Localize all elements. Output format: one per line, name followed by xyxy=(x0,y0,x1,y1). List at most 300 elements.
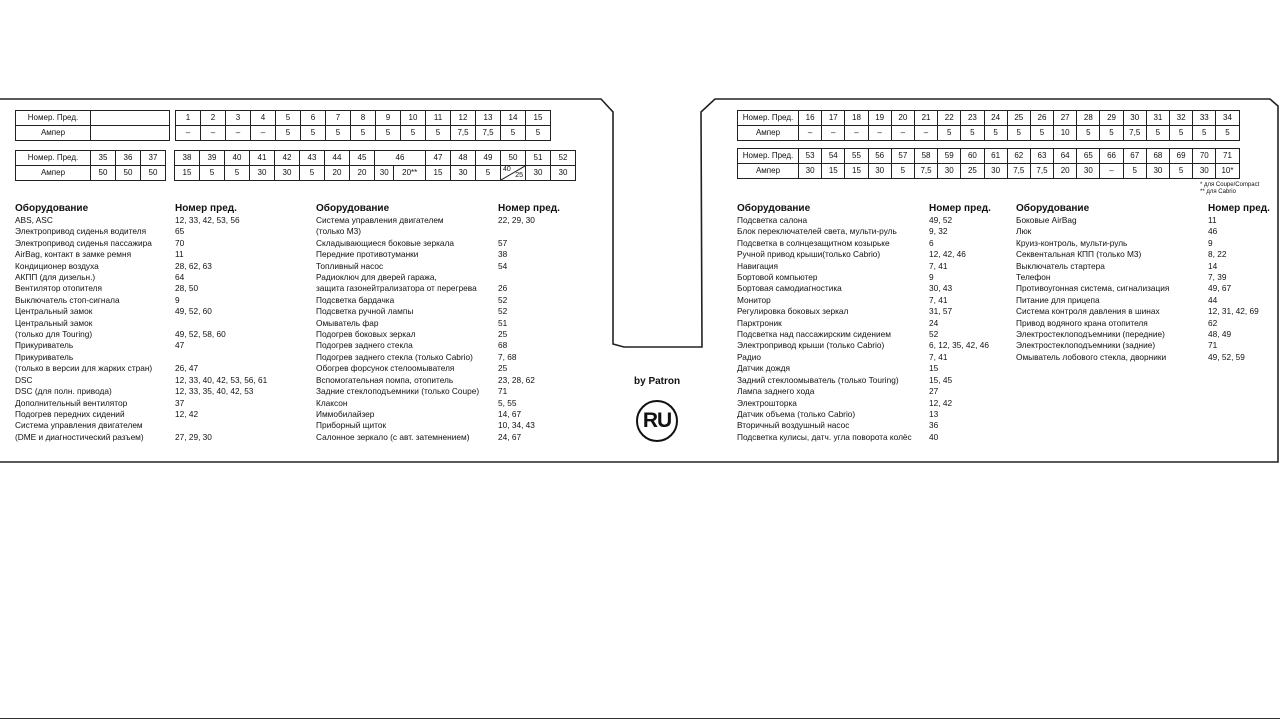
equipment-row xyxy=(316,375,560,386)
equipment-header: Оборудование xyxy=(15,203,89,214)
fuse-amp-cell: 30 xyxy=(275,166,300,181)
fuse-numbers: 28, 50 xyxy=(175,283,199,294)
fuse-numbers: 49, 52, 59 xyxy=(1208,351,1245,362)
fuse-numbers: 8, 22 xyxy=(1208,249,1227,260)
fuse-numbers: 27, 29, 30 xyxy=(175,431,212,442)
fuse-amp-cell: – xyxy=(845,126,868,141)
fuse-number-cell: 33 xyxy=(1193,111,1216,126)
equipment-name: Блок переключателей света, мульти-руль xyxy=(737,226,897,237)
fuse-number-cell: 27 xyxy=(1054,111,1077,126)
equipment-row xyxy=(1016,318,1270,329)
equipment-row xyxy=(316,386,560,397)
fuse-number-header: Номер пред. xyxy=(1208,203,1270,214)
equipment-row xyxy=(737,398,991,409)
fuse-amp-cell: 5 xyxy=(1216,126,1239,141)
fuse-numbers: 65 xyxy=(175,226,185,237)
fuse-numbers: 15, 45 xyxy=(929,374,953,385)
equipment-row xyxy=(316,238,560,249)
amp-row xyxy=(16,126,177,141)
fuse-amp-cell: 15 xyxy=(426,166,451,181)
equipment-name: Электропривод сиденья пассажира xyxy=(15,237,152,248)
fuse-amp-cell: 30 xyxy=(526,166,551,181)
equipment-row xyxy=(316,318,560,329)
equipment-name: Салонное зеркало (с авт. затемнением) xyxy=(316,431,470,442)
fuse-amp-cell: – xyxy=(251,126,276,141)
equipment-column-3 xyxy=(737,202,991,443)
left-fuse-table-1 xyxy=(15,110,177,141)
fuse-numbers: 71 xyxy=(498,386,508,397)
fuse-numbers: 46 xyxy=(1208,226,1218,237)
fuse-number-cell: 50 xyxy=(501,151,526,166)
equipment-column-4 xyxy=(1016,202,1270,363)
fuse-amp-cell: 5 xyxy=(326,126,351,141)
equipment-name: Подсветка над пассажирским сидением xyxy=(737,329,891,340)
fuse-numbers: 24 xyxy=(929,317,939,328)
equipment-name: Система управления двигателем xyxy=(15,420,143,431)
equipment-row xyxy=(316,249,560,260)
fuse-numbers: 14 xyxy=(1208,260,1218,271)
fuse-number-header: Номер пред. xyxy=(175,203,237,214)
fuse-number-cell: 53 xyxy=(799,149,822,164)
footnotes xyxy=(1200,182,1259,196)
equipment-row xyxy=(1016,340,1270,351)
fuse-number-cell: 41 xyxy=(250,151,275,166)
fuse-numbers: 12, 42 xyxy=(175,408,199,419)
equipment-name: Привод водяного крана отопителя xyxy=(1016,317,1148,328)
fuse-numbers: 6, 12, 35, 42, 46 xyxy=(929,340,989,351)
equipment-row xyxy=(737,295,991,306)
equipment-row xyxy=(15,329,267,340)
equipment-row xyxy=(737,375,991,386)
fuse-number-cell: 55 xyxy=(845,149,868,164)
fuse-numbers: 11 xyxy=(1208,215,1217,225)
fuse-amp-cell: 30 xyxy=(250,166,275,181)
equipment-row xyxy=(737,340,991,351)
fuse-numbers: 10, 34, 43 xyxy=(498,420,535,431)
fuse-amp-cell: 15 xyxy=(822,164,845,179)
equipment-name: Подсветка салона xyxy=(737,215,808,225)
equipment-row xyxy=(316,352,560,363)
equipment-row xyxy=(15,340,267,351)
fuse-number-cell: 61 xyxy=(984,149,1007,164)
fuse-numbers: 36 xyxy=(929,420,939,431)
fuse-numbers: 24, 67 xyxy=(498,431,522,442)
fuse-amp-cell: 5 xyxy=(938,126,961,141)
fuse-amp-cell: 20** xyxy=(394,166,426,181)
fuse-numbers: 68 xyxy=(498,340,508,351)
fuse-amp-cell: 7,5 xyxy=(1030,164,1053,179)
fuse-numbers: 57 xyxy=(498,237,508,248)
equipment-row xyxy=(737,318,991,329)
equipment-name: Омыватель фар xyxy=(316,317,379,328)
equipment-name: Дополнительный вентилятор xyxy=(15,397,128,408)
equipment-row xyxy=(316,409,560,420)
fuse-number-cell: 71 xyxy=(1216,149,1239,164)
equipment-row xyxy=(737,283,991,294)
fuse-amp-cell: 5 xyxy=(526,126,551,141)
amp-row xyxy=(738,126,1240,141)
row-label: Номер. Пред. xyxy=(738,111,799,126)
fuse-numbers: 30, 43 xyxy=(929,283,953,294)
fuse-numbers: 5, 55 xyxy=(498,397,517,408)
equipment-row xyxy=(316,420,560,431)
fuse-numbers: 13 xyxy=(929,408,939,419)
equipment-row xyxy=(1016,352,1270,363)
equipment-header: Оборудование xyxy=(1016,203,1090,214)
fuse-amp-cell: – xyxy=(799,126,822,141)
fuse-numbers: 12, 33, 35, 40, 42, 53 xyxy=(175,386,254,397)
equipment-row xyxy=(15,375,267,386)
equipment-name: Электростеклоподъемники (задние) xyxy=(1016,340,1156,351)
fuse-numbers: 48, 49 xyxy=(1208,329,1232,340)
fuse-number-cell: 9 xyxy=(376,111,401,126)
equipment-name: Лампа заднего хода xyxy=(737,386,815,397)
fuse-number-cell: 69 xyxy=(1170,149,1193,164)
fuse-amp-cell: 5 xyxy=(1146,126,1169,141)
equipment-name: Радио xyxy=(737,351,761,362)
equipment-name: Выключатель стартера xyxy=(1016,260,1105,271)
fuse-amp-cell: 30 xyxy=(1077,164,1100,179)
equipment-name: Топливный насос xyxy=(316,260,384,271)
fuse-numbers: 15 xyxy=(929,363,939,374)
fuse-amp-cell: 7,5 xyxy=(914,164,937,179)
equipment-row xyxy=(15,306,267,317)
footnote: * для Coupe/Compact xyxy=(1200,182,1260,188)
fuse-numbers: 28, 62, 63 xyxy=(175,260,212,271)
fuse-amp-cell: 5 xyxy=(476,166,501,181)
equipment-row xyxy=(316,295,560,306)
amp-lower: 25 xyxy=(515,172,523,179)
fuse-amp-cell: 50 xyxy=(91,166,116,181)
fuse-numbers: 51 xyxy=(498,317,508,328)
fuse-number-cell: 70 xyxy=(1193,149,1216,164)
fuse-number-cell: 39 xyxy=(200,151,225,166)
fuse-number-cell: 57 xyxy=(891,149,914,164)
equipment-row xyxy=(1016,329,1270,340)
fuse-number-cell: 29 xyxy=(1100,111,1123,126)
equipment-row xyxy=(316,306,560,317)
fuse-number-cell: 60 xyxy=(961,149,984,164)
amp-row xyxy=(738,164,1240,179)
number-row xyxy=(738,111,1240,126)
fuse-number-cell: 62 xyxy=(1007,149,1030,164)
fuse-number-cell: 15 xyxy=(526,111,551,126)
fuse-amp-cell: 5 xyxy=(351,126,376,141)
amp-row xyxy=(16,166,576,181)
equipment-name: Подогрев передних сидений xyxy=(15,408,125,419)
equipment-row xyxy=(1016,283,1270,294)
fuse-number-cell: 30 xyxy=(1123,111,1146,126)
equipment-name: Датчик дождя xyxy=(737,363,790,374)
equipment-name: Навигация xyxy=(737,260,778,271)
fuse-number-cell: 2 xyxy=(201,111,226,126)
fuse-numbers: 7, 41 xyxy=(929,294,948,305)
equipment-name: Секвентальная КПП (только M3) xyxy=(1016,249,1142,260)
fuse-amp-cell: 5 xyxy=(501,126,526,141)
equipment-row xyxy=(737,215,991,226)
fuse-amp-cell: – xyxy=(891,126,914,141)
fuse-number-cell: 36 xyxy=(116,151,141,166)
equipment-name: Ручной привод крыши(только Cabrio) xyxy=(737,249,881,260)
fuse-number-cell: 59 xyxy=(938,149,961,164)
equipment-row xyxy=(737,226,991,237)
fuse-numbers: 52 xyxy=(498,306,508,317)
fuse-number-cell: 10 xyxy=(401,111,426,126)
fuse-number-cell: 44 xyxy=(325,151,350,166)
fuse-numbers: 22, 29, 30 xyxy=(498,215,535,225)
equipment-row xyxy=(737,420,991,431)
fuse-number-cell: 6 xyxy=(301,111,326,126)
equipment-header: Оборудование xyxy=(737,203,811,214)
equipment-name: ABS, ASC xyxy=(15,215,53,225)
equipment-name: Датчик объема (только Cabrio) xyxy=(737,408,856,419)
fuse-numbers: 25 xyxy=(498,329,508,340)
equipment-row xyxy=(15,420,267,431)
fuse-number-cell: 56 xyxy=(868,149,891,164)
fuse-number-cell: 18 xyxy=(845,111,868,126)
amp-row xyxy=(176,126,551,141)
fuse-numbers: 7, 39 xyxy=(1208,272,1227,283)
equipment-name: Прикуриватель xyxy=(15,351,74,362)
fuse-amp-cell: – xyxy=(176,126,201,141)
fuse-numbers: 11 xyxy=(175,249,184,260)
equipment-name: Задние стеклоподъемники (только Coupe) xyxy=(316,386,480,397)
equipment-name: Подогрев боковых зеркал xyxy=(316,329,416,340)
fuse-number-cell: 31 xyxy=(1146,111,1169,126)
number-row xyxy=(176,111,551,126)
equipment-name: Люк xyxy=(1016,226,1032,237)
row-label: Номер. Пред. xyxy=(16,111,91,126)
fuse-numbers: 12, 31, 42, 69 xyxy=(1208,306,1259,317)
row-label: Ампер xyxy=(16,126,91,141)
fuse-amp-cell: 30 xyxy=(799,164,822,179)
equipment-name: Бортовая самодиагностика xyxy=(737,283,842,294)
equipment-column-2 xyxy=(316,202,560,443)
equipment-name: Иммобилайзер xyxy=(316,408,375,419)
equipment-row xyxy=(737,409,991,420)
number-row xyxy=(16,151,576,166)
equipment-name: Боковые AirBag xyxy=(1016,215,1077,225)
blank-cell xyxy=(91,111,170,126)
equipment-name: Питание для прицепа xyxy=(1016,294,1100,305)
fuse-numbers: 25 xyxy=(498,363,508,374)
number-row xyxy=(16,111,177,126)
fuse-amp-cell: 50 xyxy=(116,166,141,181)
fuse-number-cell: 63 xyxy=(1030,149,1053,164)
equipment-row xyxy=(316,283,560,294)
fuse-numbers: 44 xyxy=(1208,294,1218,305)
fuse-amp-cell: 30 xyxy=(938,164,961,179)
equipment-row xyxy=(15,363,267,374)
equipment-row xyxy=(737,363,991,374)
fuse-number-cell: 67 xyxy=(1123,149,1146,164)
fuse-amp-cell: 5 xyxy=(1007,126,1030,141)
equipment-name: Задний стеклоомыватель (только Touring) xyxy=(737,374,899,385)
fuse-amp-cell: 5 xyxy=(1193,126,1216,141)
fuse-amp-cell: – xyxy=(914,126,937,141)
fuse-number-cell: 5 xyxy=(276,111,301,126)
fuse-amp-cell: 30 xyxy=(1193,164,1216,179)
fuse-numbers: 49, 52, 58, 60 xyxy=(175,329,226,340)
fuse-numbers: 7, 68 xyxy=(498,351,517,362)
fuse-numbers: 49, 67 xyxy=(1208,283,1232,294)
fuse-numbers: 27 xyxy=(929,386,939,397)
fuse-amp-cell: 15 xyxy=(845,164,868,179)
equipment-row xyxy=(15,386,267,397)
fuse-amp-cell: 10* xyxy=(1216,164,1239,179)
fuse-numbers: 70 xyxy=(175,237,185,248)
fuse-number-cell: 35 xyxy=(91,151,116,166)
equipment-name: (только в версии для жарких стран) xyxy=(15,363,153,374)
fuse-amp-cell: 30 xyxy=(868,164,891,179)
fuse-amp-cell: 7,5 xyxy=(476,126,501,141)
fuse-amp-cell: 5 xyxy=(961,126,984,141)
fuse-number-cell: 1 xyxy=(176,111,201,126)
fuse-number-cell: 48 xyxy=(451,151,476,166)
equipment-name: Монитор xyxy=(737,294,771,305)
fuse-amp-cell: 15 xyxy=(175,166,200,181)
equipment-name: Телефон xyxy=(1016,272,1051,283)
fuse-numbers: 52 xyxy=(929,329,939,340)
fuse-amp-cell: 5 xyxy=(984,126,1007,141)
fuse-number-cell: 34 xyxy=(1216,111,1239,126)
blank-cell xyxy=(91,126,170,141)
equipment-row xyxy=(1016,215,1270,226)
fuse-number-cell: 49 xyxy=(476,151,501,166)
fuse-number-cell: 43 xyxy=(300,151,325,166)
fuse-numbers: 9 xyxy=(175,294,180,305)
equipment-row xyxy=(737,306,991,317)
fuse-numbers: 64 xyxy=(175,272,185,283)
fuse-number-cell: 54 xyxy=(822,149,845,164)
equipment-name: Бортовой компьютер xyxy=(737,272,818,283)
fuse-numbers: 26, 47 xyxy=(175,363,199,374)
right-fuse-table-1 xyxy=(737,110,1240,141)
fuse-numbers: 31, 57 xyxy=(929,306,953,317)
fuse-amp-cell: 5 xyxy=(1100,126,1123,141)
left-fuse-table-2 xyxy=(15,150,576,181)
bottom-divider xyxy=(0,718,1280,719)
fuse-numbers: 23, 28, 62 xyxy=(498,374,535,385)
fuse-numbers: 40 xyxy=(929,431,939,442)
equipment-row xyxy=(316,226,560,237)
row-label: Номер. Пред. xyxy=(16,151,91,166)
fuse-amp-cell: 5 xyxy=(301,126,326,141)
fuse-number-cell: 3 xyxy=(226,111,251,126)
fuse-amp-cell: 25 xyxy=(961,164,984,179)
column-header xyxy=(1016,202,1270,215)
equipment-row xyxy=(737,238,991,249)
fuse-number-cell: 68 xyxy=(1146,149,1169,164)
fuse-amp-cell: 7,5 xyxy=(1123,126,1146,141)
equipment-header: Оборудование xyxy=(316,203,390,214)
fuse-amp-cell: 7,5 xyxy=(1007,164,1030,179)
fuse-amp-cell: 7,5 xyxy=(451,126,476,141)
equipment-row xyxy=(737,329,991,340)
row-label: Ампер xyxy=(16,166,91,181)
equipment-row xyxy=(1016,226,1270,237)
fuse-amp-cell: – xyxy=(226,126,251,141)
fuse-number-cell: 28 xyxy=(1077,111,1100,126)
fuse-amp-cell: 30 xyxy=(375,166,394,181)
fuse-amp-cell: 5 xyxy=(1170,164,1193,179)
equipment-row xyxy=(316,272,560,283)
fuse-numbers: 9 xyxy=(1208,237,1213,248)
equipment-name: Электропривод крыши (только Cabrio) xyxy=(737,340,885,351)
equipment-row xyxy=(737,261,991,272)
fuse-amp-cell: – xyxy=(868,126,891,141)
fuse-number-cell: 23 xyxy=(961,111,984,126)
fuse-numbers: 37 xyxy=(175,397,185,408)
fuse-number-cell: 40 xyxy=(225,151,250,166)
fuse-number-cell: 7 xyxy=(326,111,351,126)
fuse-number-cell: 17 xyxy=(822,111,845,126)
equipment-column-1 xyxy=(15,202,267,443)
fuse-numbers: 62 xyxy=(1208,317,1218,328)
equipment-row xyxy=(1016,295,1270,306)
equipment-row xyxy=(316,329,560,340)
fuse-numbers: 71 xyxy=(1208,340,1218,351)
fuse-number-cell: 38 xyxy=(175,151,200,166)
right-fuse-table-2 xyxy=(737,148,1240,179)
equipment-row xyxy=(737,272,991,283)
equipment-row xyxy=(737,249,991,260)
equipment-row xyxy=(316,340,560,351)
equipment-row xyxy=(15,272,267,283)
equipment-name: Электрошторка xyxy=(737,397,797,408)
fuse-amp-cell: 5 xyxy=(1170,126,1193,141)
equipment-row xyxy=(316,432,560,443)
equipment-name: АКПП (для дизельн.) xyxy=(15,272,96,283)
fuse-amp-cell xyxy=(501,166,526,181)
fuse-numbers: 49, 52, 60 xyxy=(175,306,212,317)
fuse-numbers: 38 xyxy=(498,249,508,260)
equipment-name: Электропривод сиденья водителя xyxy=(15,226,147,237)
equipment-name: Система управления двигателем xyxy=(316,215,444,225)
equipment-name: (DME и диагностический разъем) xyxy=(15,431,144,442)
left-fuse-table-1-values xyxy=(175,110,551,141)
column-header xyxy=(15,202,267,215)
column-header xyxy=(737,202,991,215)
equipment-row xyxy=(316,398,560,409)
fuse-amp-cell: 30 xyxy=(984,164,1007,179)
fuse-number-cell: 21 xyxy=(914,111,937,126)
amp-upper: 40 xyxy=(503,166,511,173)
equipment-row xyxy=(737,432,991,443)
row-label: Ампер xyxy=(738,164,799,179)
equipment-row xyxy=(1016,261,1270,272)
equipment-name: Вторичный воздушный насос xyxy=(737,420,850,431)
equipment-name: Подогрев заднего стекла xyxy=(316,340,413,351)
fuse-numbers: 52 xyxy=(498,294,508,305)
equipment-name: Подсветка в солнцезащитном козырьке xyxy=(737,237,890,248)
equipment-name: Выключатель стоп-сигнала xyxy=(15,294,120,305)
fuse-numbers: 49, 52 xyxy=(929,215,953,225)
fuse-amp-cell: 5 xyxy=(1077,126,1100,141)
equipment-row xyxy=(316,215,560,226)
equipment-name: защита газонейтрализатора от перегрева xyxy=(316,283,477,294)
equipment-row xyxy=(316,261,560,272)
fuse-amp-cell: 5 xyxy=(1123,164,1146,179)
equipment-row xyxy=(1016,272,1270,283)
fuse-number-header: Номер пред. xyxy=(929,203,991,214)
fuse-number-cell: 64 xyxy=(1054,149,1077,164)
fuse-numbers: 9, 32 xyxy=(929,226,948,237)
row-label: Ампер xyxy=(738,126,799,141)
fuse-number-cell: 13 xyxy=(476,111,501,126)
equipment-row xyxy=(15,318,267,329)
equipment-name: (только для Touring) xyxy=(15,329,93,340)
